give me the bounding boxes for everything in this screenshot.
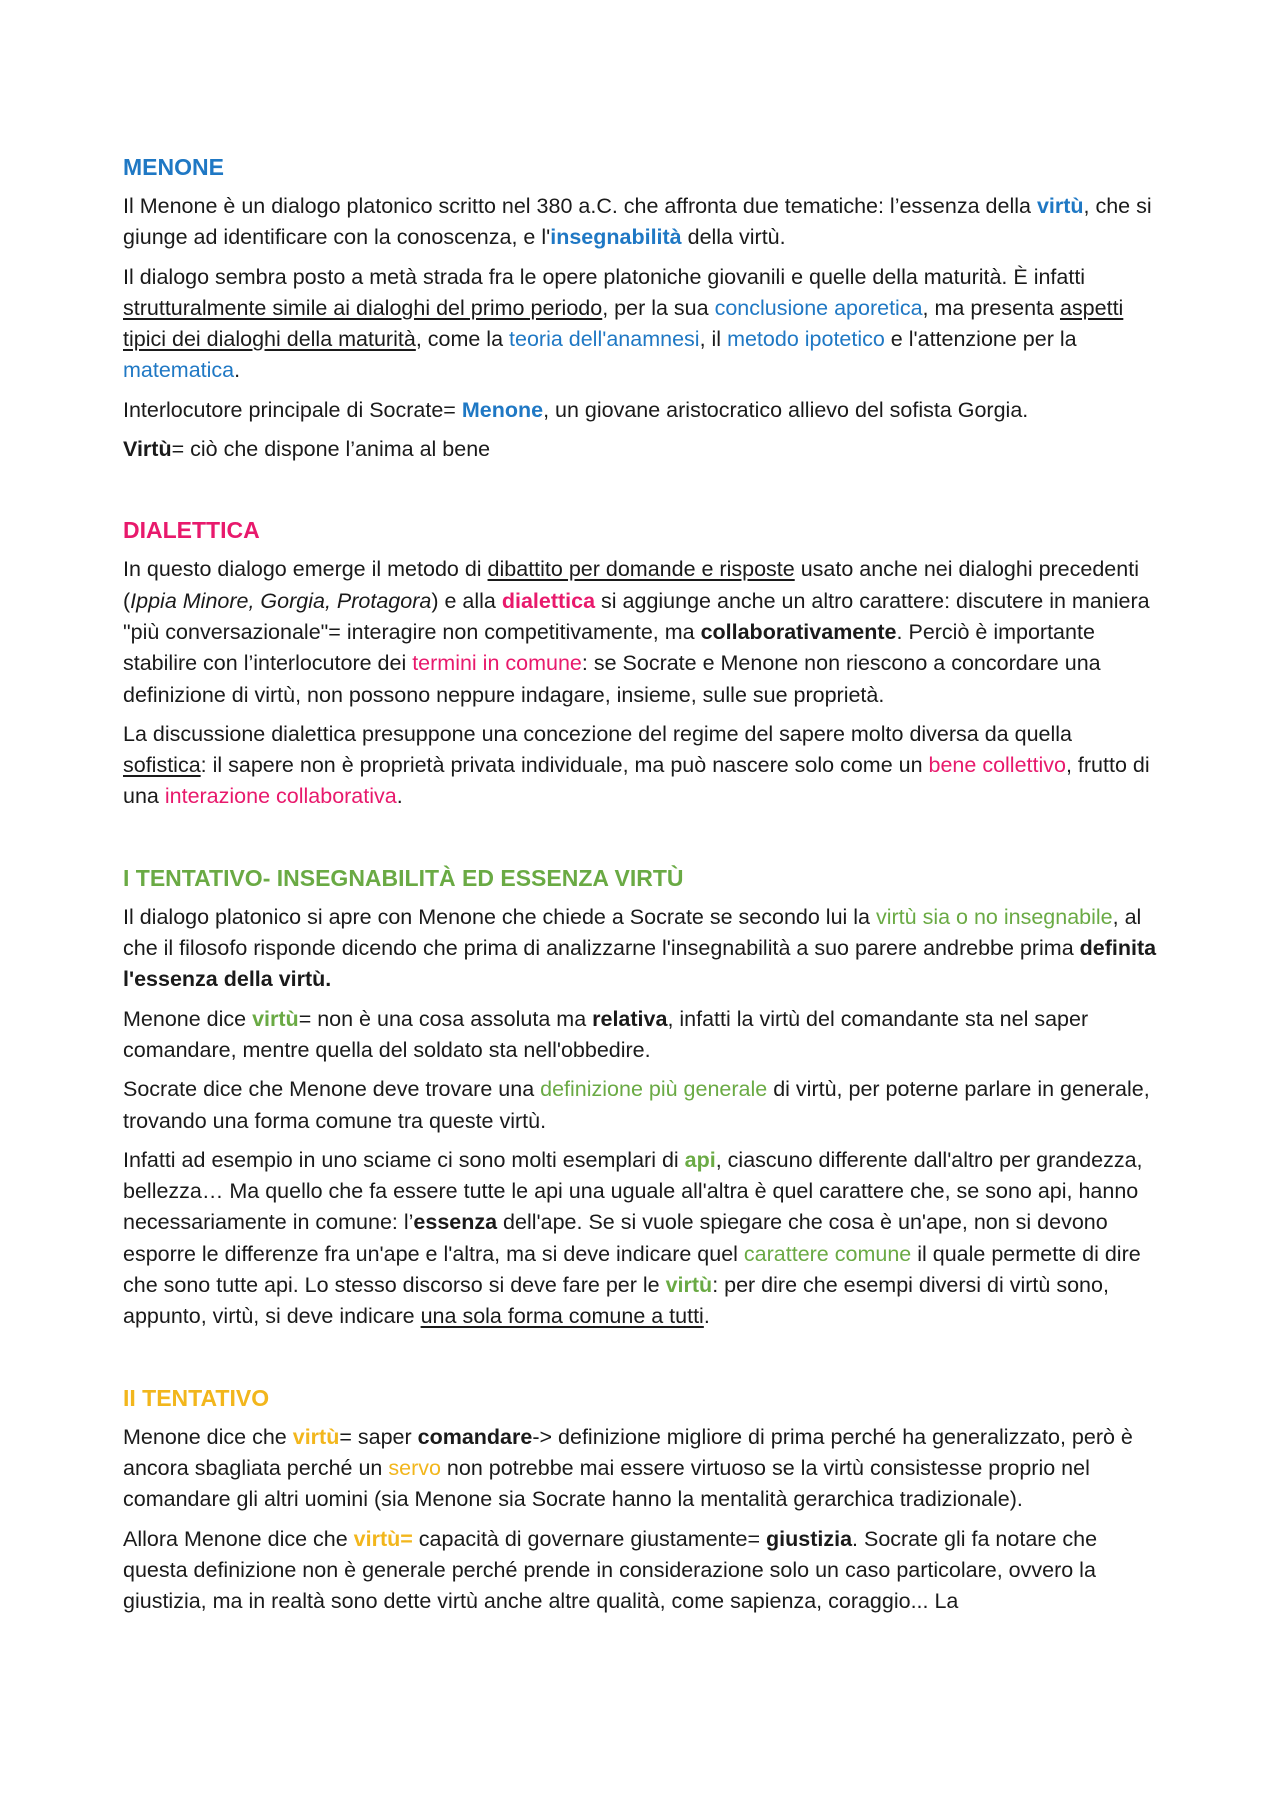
section-spacer [123,821,1160,863]
paragraph: Il Menone è un dialogo platonico scritto nel 380 a.C. che affronta due tematiche: l’essenza della virtù, che si giunge ad identificare con la conoscenza, e l'insegnabilità della virtù. [123,194,1152,250]
section-heading-tentativo-1: I TENTATIVO- INSEGNABILITÀ ED ESSENZA VIRTÙ [123,864,684,891]
section-menone [123,152,1160,465]
section-spacer [123,473,1160,515]
paragraph: Menone dice virtù= non è una cosa assoluta ma relativa, infatti la virtù del comandante sta nel saper comandare, mentre quella del soldato sta nell'obbedire. [123,1006,1089,1062]
paragraph: La discussione dialettica presuppone una concezione del regime del sapere molto diversa da quella sofistica: il sapere non è proprietà privata individuale, ma può nascere solo come un bene collettivo, frutto di una interazione collaborativa. [123,721,1150,809]
paragraph: In questo dialogo emerge il metodo di dibattito per domande e risposte usato anche nei dialoghi precedenti (Ippia Minore, Gorgia, Protagora) e alla dialettica si aggiunge anche un altro carattere: discutere in maniera "più conversazionale"= interagire non competitivamente, ma collaborativamente. Perciò è importante stabilire con l’interlocutore dei termini in comune: se Socrate e Menone non riescono a concordare una definizione di virtù, non possono neppure indagare, insieme, sulle sue proprietà. [123,557,1150,707]
paragraph: Il dialogo sembra posto a metà strada fra le opere platoniche giovanili e quelle della maturità. È infatti strutturalmente simile ai dialoghi del primo periodo, per la sua conclusione aporetica, ma presenta aspetti tipici dei dialoghi della maturità, come la teoria dell'anamnesi, il metodo ipotetico e l'attenzione per la matematica. [123,264,1124,383]
section-heading-menone: MENONE [123,154,224,180]
section-tentativo-2 [123,1383,1160,1618]
section-dialettica [123,515,1160,812]
paragraph: Interlocutore principale di Socrate= Menone, un giovane aristocratico allievo del sofista Gorgia. [123,397,1029,422]
paragraph: Socrate dice che Menone deve trovare una definizione più generale di virtù, per poterne parlare in generale, trovando una forma comune tra queste virtù. [123,1077,1150,1133]
section-heading-tentativo-2: II TENTATIVO [123,1384,270,1411]
paragraph: Allora Menone dice che virtù= capacità di governare giustamente= giustizia. Socrate gli fa notare che questa definizione non è generale perché prende in considerazione solo un caso particolare, ovvero la giustizia, ma in realtà sono dette virtù anche altre qualità, come sapienza, coraggio... La [123,1526,1098,1614]
section-tentativo-1 [123,863,1160,1333]
paragraph: Menone dice che virtù= saper comandare-> definizione migliore di prima perché ha generalizzato, però è ancora sbagliata perché un servo non potrebbe mai essere virtuoso se la virtù consistesse proprio nel comandare gli altri uomini (sia Menone sia Socrate hanno la mentalità gerarchica tradizionale). [123,1424,1133,1512]
section-spacer [123,1341,1160,1383]
paragraph: Infatti ad esempio in uno sciame ci sono molti esemplari di api, ciascuno differente dall'altro per grandezza, bellezza… Ma quello che fa essere tutte le api una uguale all'altra è quel carattere che, se sono api, hanno necessariamente in comune: l’essenza dell'ape. Se si vuole spiegare che cosa è un'ape, non si devono esporre le differenze fra un'ape e l'altra, ma si deve indicare quel carattere comune il quale permette di dire che sono tutte api. Lo stesso discorso si deve fare per le virtù: per dire che esempi diversi di virtù sono, appunto, virtù, si deve indicare una sola forma comune a tutti. [123,1147,1143,1329]
paragraph: Virtù= ciò che dispone l’anima al bene [123,437,491,462]
section-heading-dialettica: DIALETTICA [123,517,260,544]
paragraph: Il dialogo platonico si apre con Menone che chiede a Socrate se secondo lui la virtù sia o no insegnabile, al che il filosofo risponde dicendo che prima di analizzarne l'insegnabilità a suo parere andrebbe prima definita l'essenza della virtù. [123,904,1157,992]
